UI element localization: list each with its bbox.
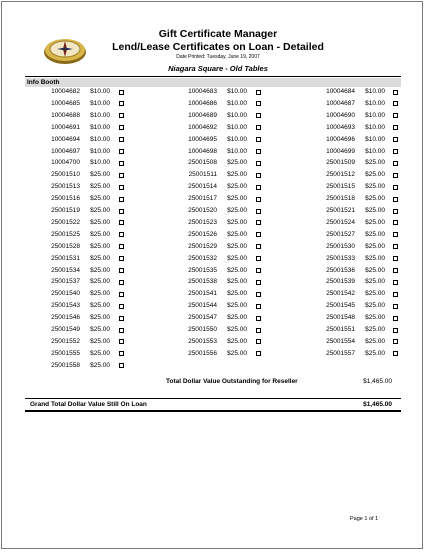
certificate-checkbox (119, 339, 124, 344)
certificate-amount: $25.00 (90, 337, 110, 345)
certificate-number: 10004686 (188, 99, 217, 107)
certificate-checkbox (256, 304, 261, 309)
certificate-number: 25001552 (51, 337, 80, 345)
certificate-amount: $25.00 (227, 349, 247, 357)
certificate-checkbox (256, 220, 261, 225)
certificate-amount: $25.00 (227, 230, 247, 238)
certificate-checkbox (119, 125, 124, 130)
certificate-checkbox (256, 101, 261, 106)
certificate-amount: $25.00 (227, 266, 247, 274)
certificate-amount: $25.00 (227, 171, 247, 179)
certificate-number: 10004682 (51, 88, 80, 95)
certificate-checkbox (256, 137, 261, 142)
certificate-checkbox (256, 173, 261, 178)
certificate-amount: $10.00 (365, 135, 385, 143)
certificate-number: 10004691 (51, 123, 80, 131)
certificate-number: 25001554 (326, 337, 355, 345)
certificate-number: 25001526 (188, 230, 217, 238)
certificate-amount: $25.00 (365, 266, 385, 274)
date-printed: Date Printed: Tuesday, June 19, 2007 (176, 54, 260, 60)
certificate-number: 10004683 (188, 88, 217, 95)
certificate-checkbox (119, 328, 124, 333)
certificate-amount: $25.00 (365, 242, 385, 250)
certificate-number: 25001512 (326, 171, 355, 179)
certificate-checkbox (393, 220, 398, 225)
page-number: Page 1 of 1 (350, 516, 379, 522)
certificate-number: 25001537 (51, 278, 80, 286)
certificate-number: 10004689 (188, 111, 217, 119)
certificate-amount: $25.00 (90, 183, 110, 191)
certificate-amount: $25.00 (227, 302, 247, 310)
certificate-checkbox (393, 316, 398, 321)
certificate-amount: $10.00 (90, 159, 110, 167)
certificate-checkbox (256, 292, 261, 297)
subtotal-value: $1,465.00 (363, 378, 392, 385)
certificate-number: 25001557 (326, 349, 355, 357)
certificate-amount: $25.00 (227, 278, 247, 286)
certificate-checkbox (393, 268, 398, 273)
section-bar (25, 78, 401, 87)
certificate-number: 25001550 (188, 326, 217, 333)
certificate-amount: $10.00 (365, 88, 385, 95)
certificate-number: 10004698 (188, 147, 217, 155)
certificate-checkbox (119, 161, 124, 166)
certificate-number: 25001535 (188, 266, 217, 274)
certificate-checkbox (393, 328, 398, 333)
certificate-number: 25001508 (188, 159, 217, 167)
certificate-amount: $25.00 (365, 207, 385, 214)
certificate-number: 25001531 (51, 254, 80, 262)
certificate-amount: $25.00 (90, 254, 110, 262)
certificate-amount: $25.00 (90, 314, 110, 322)
certificate-checkbox (393, 149, 398, 154)
certificate-amount: $25.00 (227, 242, 247, 250)
certificate-number: 25001523 (188, 218, 217, 226)
certificate-number: 25001532 (188, 254, 217, 262)
certificate-number: 10004684 (326, 88, 355, 95)
certificate-amount: $25.00 (227, 254, 247, 262)
certificate-checkbox (256, 232, 261, 237)
certificate-amount: $25.00 (365, 278, 385, 286)
certificate-amount: $25.00 (227, 314, 247, 322)
certificate-checkbox (393, 90, 398, 95)
certificate-number: 10004699 (326, 147, 355, 155)
certificate-amount: $25.00 (90, 266, 110, 274)
certificate-number: 25001548 (326, 314, 355, 322)
certificate-number: 10004690 (326, 111, 355, 119)
certificate-checkbox (393, 137, 398, 142)
certificate-number: 25001540 (51, 290, 80, 298)
certificate-checkbox (393, 113, 398, 118)
certificate-checkbox (393, 256, 398, 261)
certificate-amount: $25.00 (365, 195, 385, 203)
certificate-number: 10004687 (326, 99, 355, 107)
certificate-checkbox (119, 197, 124, 202)
certificate-amount: $25.00 (227, 218, 247, 226)
certificate-checkbox (256, 316, 261, 321)
certificate-amount: $25.00 (365, 218, 385, 226)
certificate-number: 25001515 (326, 183, 355, 191)
certificate-amount: $25.00 (227, 183, 247, 191)
certificate-amount: $10.00 (90, 99, 110, 107)
certificate-amount: $25.00 (90, 290, 110, 298)
certificate-checkbox (256, 161, 261, 166)
certificate-number: 25001514 (188, 183, 217, 191)
certificate-amount: $10.00 (90, 135, 110, 143)
certificate-amount: $10.00 (90, 88, 110, 95)
grand-total-value: $1,465.00 (363, 401, 392, 408)
certificate-number: 25001539 (326, 278, 355, 286)
certificate-number: 25001519 (51, 207, 80, 214)
certificate-checkbox (256, 280, 261, 285)
location-title: Niagara Square - Old Tables (168, 64, 268, 73)
certificate-checkbox (393, 197, 398, 202)
certificate-amount: $25.00 (90, 278, 110, 286)
certificate-checkbox (119, 209, 124, 214)
certificate-checkbox (393, 292, 398, 297)
certificate-number: 25001558 (51, 361, 80, 369)
certificate-amount: $25.00 (365, 314, 385, 322)
certificate-amount: $10.00 (365, 147, 385, 155)
certificate-checkbox (256, 256, 261, 261)
certificate-amount: $25.00 (227, 207, 247, 214)
certificate-number: 25001517 (188, 195, 217, 203)
certificate-amount: $10.00 (227, 99, 247, 107)
certificate-checkbox (256, 185, 261, 190)
certificate-number: 10004693 (326, 123, 355, 131)
certificate-number: 10004700 (51, 159, 80, 167)
certificate-checkbox (256, 268, 261, 273)
certificate-number: 25001530 (326, 242, 355, 250)
certificate-checkbox (393, 244, 398, 249)
certificate-number: 10004697 (51, 147, 80, 155)
certificate-checkbox (393, 173, 398, 178)
certificate-amount: $10.00 (227, 147, 247, 155)
certificate-amount: $25.00 (227, 195, 247, 203)
certificate-amount: $25.00 (227, 290, 247, 298)
certificate-amount: $25.00 (365, 171, 385, 179)
certificate-amount: $25.00 (365, 230, 385, 238)
certificate-amount: $25.00 (365, 337, 385, 345)
certificate-number: 25001544 (188, 302, 217, 310)
certificate-checkbox (256, 339, 261, 344)
certificate-checkbox (256, 351, 261, 356)
certificate-checkbox (393, 185, 398, 190)
certificate-number: 10004685 (51, 99, 80, 107)
header-divider (25, 76, 401, 77)
certificate-checkbox (119, 292, 124, 297)
certificate-checkbox (256, 113, 261, 118)
certificate-checkbox (256, 328, 261, 333)
certificate-number: 10004694 (51, 135, 80, 143)
certificate-amount: $25.00 (227, 159, 247, 167)
certificate-checkbox (393, 339, 398, 344)
certificate-number: 25001546 (51, 314, 80, 322)
report-title: Lend/Lease Certificates on Loan - Detailed (112, 41, 324, 53)
certificate-number: 25001511 (188, 171, 217, 179)
certificate-number: 25001513 (51, 183, 80, 191)
certificate-number: 25001555 (51, 349, 80, 357)
certificate-checkbox (119, 351, 124, 356)
certificate-amount: $10.00 (227, 135, 247, 143)
certificate-checkbox (119, 90, 124, 95)
certificate-checkbox (256, 149, 261, 154)
certificate-checkbox (256, 197, 261, 202)
certificate-checkbox (119, 173, 124, 178)
certificate-amount: $25.00 (365, 349, 385, 357)
certificate-checkbox (393, 125, 398, 130)
certificate-checkbox (119, 268, 124, 273)
certificate-number: 25001541 (188, 290, 217, 298)
certificate-number: 25001529 (188, 242, 217, 250)
certificate-checkbox (119, 244, 124, 249)
certificate-amount: $25.00 (90, 171, 110, 179)
certificate-number: 25001525 (51, 230, 80, 238)
certificate-amount: $25.00 (90, 230, 110, 238)
certificate-checkbox (393, 101, 398, 106)
certificate-amount: $10.00 (365, 123, 385, 131)
certificate-number: 25001545 (326, 302, 355, 310)
certificate-checkbox (119, 185, 124, 190)
certificate-number: 25001510 (51, 171, 80, 179)
certificate-amount: $10.00 (90, 147, 110, 155)
certificate-number: 25001551 (326, 326, 355, 333)
certificate-number: 25001516 (51, 195, 80, 203)
certificate-amount: $25.00 (90, 195, 110, 203)
certificate-checkbox (256, 244, 261, 249)
certificate-number: 25001521 (326, 207, 355, 214)
certificate-checkbox (256, 125, 261, 130)
certificate-checkbox (119, 149, 124, 154)
certificate-amount: $10.00 (365, 99, 385, 107)
certificate-number: 25001549 (51, 326, 80, 333)
certificate-amount: $25.00 (90, 302, 110, 310)
app-title: Gift Certificate Manager (158, 28, 278, 40)
certificate-number: 10004696 (326, 135, 355, 143)
certificate-checkbox (119, 316, 124, 321)
certificate-amount: $25.00 (365, 326, 385, 333)
certificate-amount: $25.00 (365, 159, 385, 167)
certificate-amount: $25.00 (365, 254, 385, 262)
certificate-checkbox (119, 304, 124, 309)
certificate-number: 25001538 (188, 278, 217, 286)
certificate-number: 25001534 (51, 266, 80, 274)
certificate-number: 10004695 (188, 135, 217, 143)
certificate-checkbox (119, 220, 124, 225)
certificate-amount: $10.00 (90, 111, 110, 119)
certificate-amount: $10.00 (227, 111, 247, 119)
certificate-checkbox (119, 137, 124, 142)
certificate-amount: $25.00 (90, 207, 110, 214)
certificate-number: 25001536 (326, 266, 355, 274)
certificate-number: 25001527 (326, 230, 355, 238)
certificate-checkbox (119, 256, 124, 261)
certificate-amount: $10.00 (90, 123, 110, 131)
certificate-checkbox (393, 351, 398, 356)
certificate-checkbox (393, 161, 398, 166)
certificate-number: 25001520 (188, 207, 217, 214)
certificate-amount: $25.00 (90, 242, 110, 250)
certificate-checkbox (393, 280, 398, 285)
certificate-number: 25001533 (326, 254, 355, 262)
certificate-number: 25001556 (188, 349, 217, 357)
certificate-number: 25001543 (51, 302, 80, 310)
certificate-checkbox (119, 280, 124, 285)
certificate-amount: $10.00 (227, 88, 247, 95)
certificate-amount: $10.00 (227, 123, 247, 131)
certificate-number: 10004688 (51, 111, 80, 119)
certificate-number: 25001528 (51, 242, 80, 250)
certificate-number: 25001553 (188, 337, 217, 345)
certificate-checkbox (393, 209, 398, 214)
certificate-checkbox (119, 101, 124, 106)
certificate-checkbox (119, 363, 124, 368)
certificate-amount: $25.00 (365, 290, 385, 298)
certificate-checkbox (119, 113, 124, 118)
certificate-amount: $25.00 (227, 326, 247, 333)
certificate-amount: $25.00 (90, 361, 110, 369)
certificate-number: 25001542 (326, 290, 355, 298)
certificate-amount: $25.00 (90, 326, 110, 333)
grand-total-label: Grand Total Dollar Value Still On Loan (30, 401, 147, 408)
subtotal-label: Total Dollar Value Outstanding for Reseller (166, 378, 298, 385)
certificate-number: 25001518 (326, 195, 355, 203)
certificate-number: 25001524 (326, 218, 355, 226)
certificate-amount: $25.00 (90, 218, 110, 226)
certificate-amount: $25.00 (365, 183, 385, 191)
certificate-number: 10004692 (188, 123, 217, 131)
certificate-amount: $25.00 (365, 302, 385, 310)
certificate-number: 25001522 (51, 218, 80, 226)
certificate-checkbox (119, 232, 124, 237)
certificate-checkbox (256, 209, 261, 214)
certificate-checkbox (393, 232, 398, 237)
certificate-number: 25001509 (326, 159, 355, 167)
section-label: Info Booth (27, 79, 60, 86)
certificate-amount: $25.00 (90, 349, 110, 357)
certificate-amount: $10.00 (365, 111, 385, 119)
certificate-number: 25001547 (188, 314, 217, 322)
certificate-checkbox (393, 304, 398, 309)
certificate-amount: $25.00 (227, 337, 247, 345)
certificate-checkbox (256, 90, 261, 95)
